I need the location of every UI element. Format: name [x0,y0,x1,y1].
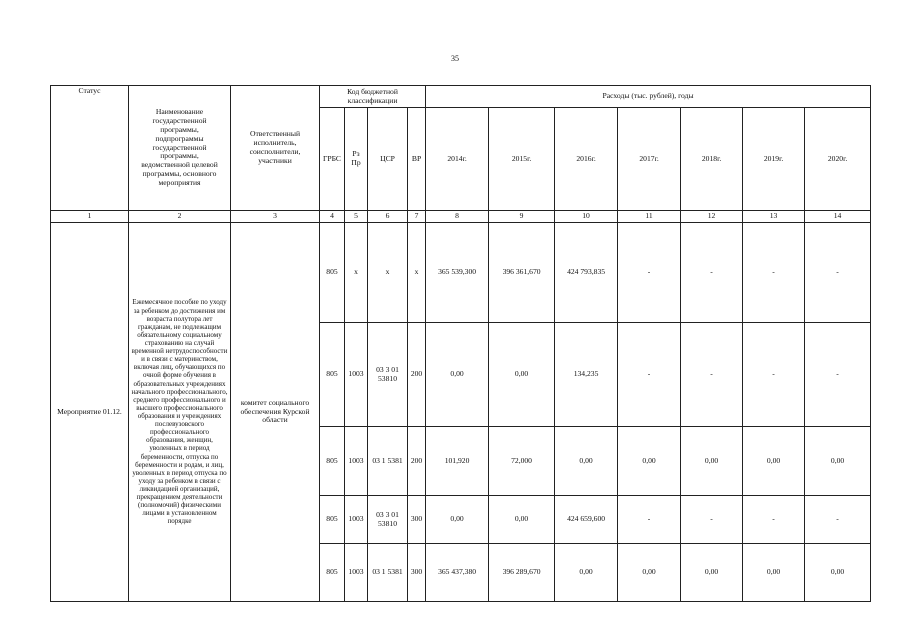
header-year-2014: 2014г. [426,108,489,211]
cell-2016: 0,00 [555,544,618,602]
cell-2017: 0,00 [618,544,681,602]
col-num: 8 [426,211,489,223]
cell-2019: - [743,223,805,323]
header-year-2016: 2016г. [555,108,618,211]
cell-grbs: 805 [320,323,345,427]
col-num: 1 [51,211,129,223]
cell-csr: 03 1 5381 [368,544,408,602]
cell-2014: 365 437,380 [426,544,489,602]
cell-2020: - [805,496,871,544]
cell-vr: 300 [408,544,426,602]
cell-rzpr: 1003 [345,427,368,496]
event-executor: комитет социального обеспечения Курской области [231,223,320,602]
col-num: 10 [555,211,618,223]
col-num: 6 [368,211,408,223]
cell-2015: 396 289,670 [489,544,555,602]
cell-vr: 300 [408,496,426,544]
cell-2018: 0,00 [681,544,743,602]
cell-2015: 396 361,670 [489,223,555,323]
cell-2020: - [805,223,871,323]
col-num: 7 [408,211,426,223]
budget-table [50,85,871,602]
header-year-2020: 2020г. [805,108,871,211]
header-grbs: ГРБС [320,108,345,211]
cell-vr: 200 [408,427,426,496]
cell-rzpr: 1003 [345,323,368,427]
cell-2016: 0,00 [555,427,618,496]
cell-2020: - [805,323,871,427]
col-num: 11 [618,211,681,223]
header-year-2018: 2018г. [681,108,743,211]
header-row-1 [51,86,871,108]
header-year-2015: 2015г. [489,108,555,211]
event-name: Ежемесячное пособие по уходу за ребенком до достижения им возраста полутора лет гражданам, не подлежащим обязательному социальному страхованию на случай временной нетрудоспособности и в связи с материнством, включая лиц, обучающихся по очной форме обучения в образовательных учреждениях начального профессионального, среднего профессионального и высшего профессионального образования и учреждениях послевузовского профессионального образования, женщин, уволенных в период беременности, отпуска по беременности и родам, и лиц, уволенных в период отпуска по уходу за ребенком в связи с ликвидацией организаций, прекращением деятельности (полномочий) физическими лицами в установленном порядке [129,223,231,602]
col-num: 2 [129,211,231,223]
cell-2019: 0,00 [743,544,805,602]
cell-2017: - [618,496,681,544]
cell-2018: - [681,223,743,323]
cell-grbs: 805 [320,427,345,496]
header-year-2019: 2019г. [743,108,805,211]
cell-2014: 0,00 [426,496,489,544]
cell-grbs: 805 [320,496,345,544]
table-row [51,223,871,323]
header-vr: ВР [408,108,426,211]
cell-2016: 424 793,835 [555,223,618,323]
cell-2017: 0,00 [618,427,681,496]
header-expenses: Расходы (тыс. рублей), годы [426,86,871,108]
header-rzpr: Рз Пр [345,108,368,211]
cell-2014: 365 539,300 [426,223,489,323]
cell-2015: 0,00 [489,323,555,427]
col-num: 4 [320,211,345,223]
page-number: 35 [451,54,459,63]
cell-2015: 0,00 [489,496,555,544]
cell-2016: 424 659,600 [555,496,618,544]
col-num: 3 [231,211,320,223]
cell-grbs: 805 [320,544,345,602]
cell-2020: 0,00 [805,427,871,496]
header-executor: Ответственный исполнитель, соисполнители, участники [231,86,320,211]
cell-csr: 03 1 5381 [368,427,408,496]
cell-2018: 0,00 [681,427,743,496]
cell-2016: 134,235 [555,323,618,427]
cell-2014: 101,920 [426,427,489,496]
cell-2015: 72,000 [489,427,555,496]
col-num: 12 [681,211,743,223]
cell-2018: - [681,323,743,427]
cell-2019: - [743,496,805,544]
cell-grbs: 805 [320,223,345,323]
cell-rzpr: 1003 [345,496,368,544]
cell-2019: - [743,323,805,427]
cell-2020: 0,00 [805,544,871,602]
col-num: 9 [489,211,555,223]
cell-vr: 200 [408,323,426,427]
header-status: Статус [51,86,129,211]
cell-csr: х [368,223,408,323]
cell-csr: 03 3 01 53810 [368,323,408,427]
cell-2017: - [618,223,681,323]
header-budget-code: Код бюджетной классификации [320,86,426,108]
col-num: 14 [805,211,871,223]
cell-rzpr: 1003 [345,544,368,602]
column-numbers-row [51,211,871,223]
cell-vr: х [408,223,426,323]
col-num: 5 [345,211,368,223]
cell-2019: 0,00 [743,427,805,496]
event-status: Мероприятие 01.12. [51,223,129,602]
header-name: Наименование государственной программы, подпрограммы государственной программы, ведомственной целевой программы, основного мероприятия [129,86,231,211]
cell-2017: - [618,323,681,427]
cell-csr: 03 3 01 53810 [368,496,408,544]
col-num: 13 [743,211,805,223]
cell-2018: - [681,496,743,544]
cell-2014: 0,00 [426,323,489,427]
header-year-2017: 2017г. [618,108,681,211]
header-csr: ЦСР [368,108,408,211]
cell-rzpr: х [345,223,368,323]
